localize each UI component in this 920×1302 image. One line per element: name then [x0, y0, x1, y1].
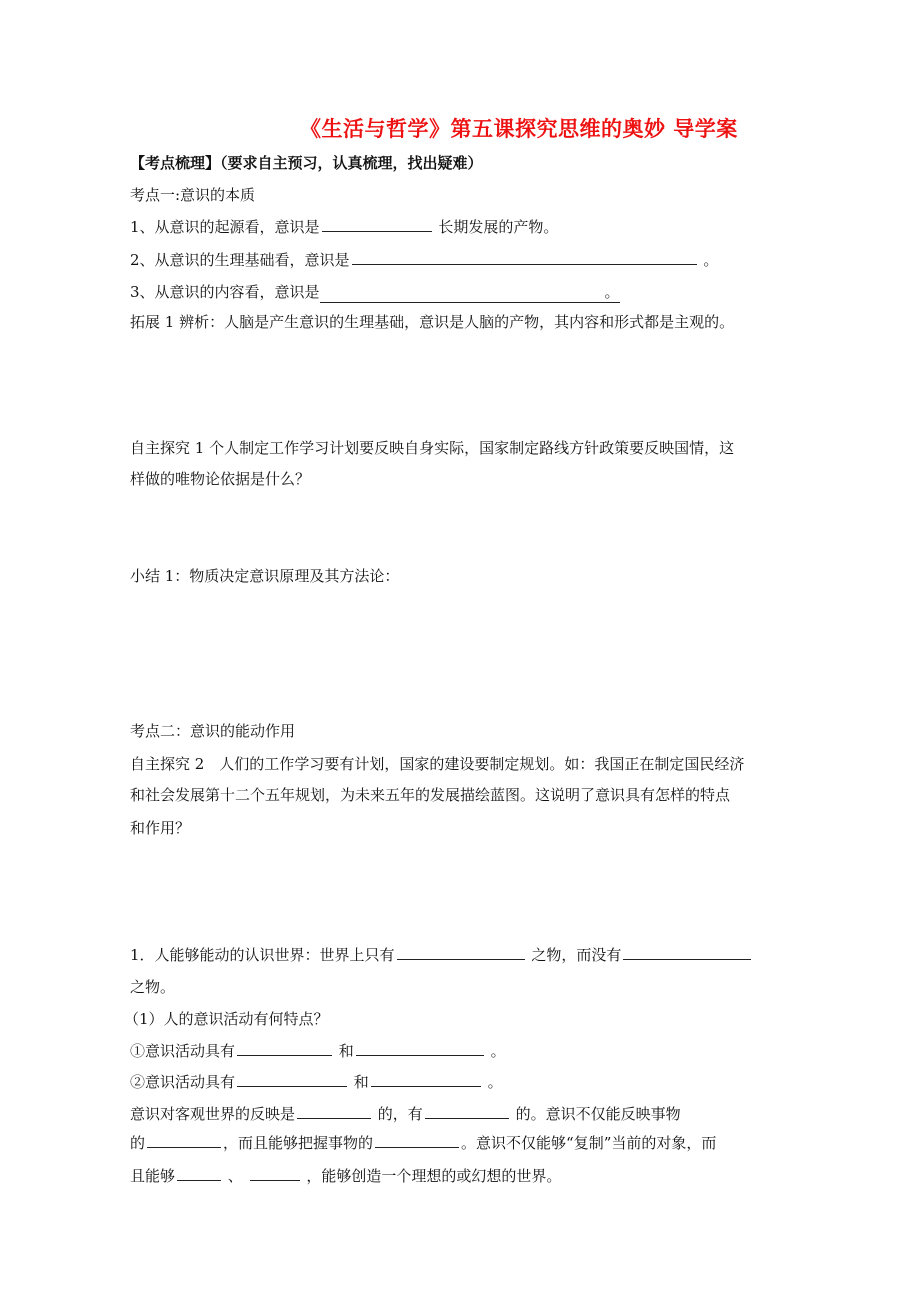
- kp2-heading: 考点二：意识的能动作用: [130, 722, 296, 740]
- section-note: （要求自主预习，认真梳理，找出疑难）: [220, 154, 483, 172]
- q1-text: 1、从意识的起源看，意识是: [130, 218, 320, 236]
- extension-1: 拓展 1 辨析：人脑是产生意识的生理基础，意识是人脑的产物，其内容和形式都是主观的。: [130, 313, 735, 331]
- section-header: [130, 153, 483, 173]
- reflect-line2: [130, 1133, 716, 1153]
- blank[interactable]: [322, 217, 432, 232]
- blank[interactable]: [375, 1133, 459, 1148]
- char-1: [130, 1041, 506, 1061]
- explore-2-line2: 和社会发展第十二个五年规划，为未来五年的发展描绘蓝图。这说明了意识具有怎样的特点: [130, 786, 731, 804]
- blank[interactable]: [397, 945, 525, 960]
- question-1: [130, 217, 558, 237]
- explore-2-line1: 自主探究 2 人们的工作学习要有计划，国家的建设要制定规划。如：我国正在制定国民经济: [130, 755, 745, 773]
- r1-mid: 的，有: [377, 1105, 423, 1123]
- c1-text: ①意识活动具有: [130, 1042, 236, 1060]
- reflect-line3: [130, 1166, 561, 1186]
- q3-text: 3、从意识的内容看，意识是: [130, 283, 320, 301]
- section-label: 【考点梳理】: [130, 154, 221, 172]
- blank[interactable]: [371, 1072, 481, 1087]
- point-1: [130, 945, 753, 965]
- p1-text: 1．人能够能动的认识世界：世界上只有: [130, 946, 395, 964]
- page-title: 《生活与哲学》第五课探究思维的奥妙 导学案: [300, 116, 738, 141]
- q3-text-end: 。: [604, 283, 620, 301]
- r3-text: 且能够: [130, 1167, 176, 1185]
- c2-end: 。: [487, 1073, 503, 1091]
- r1-text: 意识对客观世界的反映是: [130, 1105, 296, 1123]
- blank[interactable]: [352, 250, 697, 265]
- blank[interactable]: [177, 1166, 221, 1181]
- r3-end: ，能够创造一个理想的或幻想的世界。: [306, 1167, 562, 1185]
- char-2: [130, 1072, 503, 1092]
- blank[interactable]: [147, 1133, 221, 1148]
- r3-sep: 、: [227, 1167, 243, 1185]
- c2-text: ②意识活动具有: [130, 1073, 236, 1091]
- blank[interactable]: [356, 1041, 484, 1056]
- r2-text: 的: [130, 1134, 146, 1152]
- explore-1-line1: 自主探究 1 个人制定工作学习计划要反映自身实际，国家制定路线方针政策要反映国情，这: [130, 439, 735, 457]
- kp1-heading: 考点一:意识的本质: [130, 186, 256, 204]
- sub-question-1: （1）人的意识活动有何特点？: [124, 1010, 329, 1028]
- blank[interactable]: [237, 1072, 347, 1087]
- blank[interactable]: [320, 282, 620, 303]
- r1-end: 的。意识不仅能反映事物: [515, 1105, 681, 1123]
- blank[interactable]: [623, 945, 751, 960]
- reflect-line1: [130, 1104, 681, 1124]
- c2-and: 和: [353, 1073, 369, 1091]
- p1-text-mid: 之物，而没有: [531, 946, 622, 964]
- q2-text-end: 。: [703, 251, 719, 269]
- c1-end: 。: [490, 1042, 506, 1060]
- blank[interactable]: [250, 1166, 300, 1181]
- q2-text: 2、从意识的生理基础看，意识是: [130, 251, 350, 269]
- question-3: [130, 282, 620, 303]
- blank[interactable]: [425, 1104, 509, 1119]
- explore-1-line2: 样做的唯物论依据是什么？: [130, 470, 311, 488]
- blank[interactable]: [297, 1104, 371, 1119]
- r2-end: 。意识不仅能够“复制”当前的对象，而: [461, 1134, 717, 1152]
- explore-2-line3: 和作用？: [130, 819, 191, 837]
- c1-and: 和: [338, 1042, 354, 1060]
- question-2: [130, 250, 718, 270]
- blank[interactable]: [237, 1041, 332, 1056]
- q1-text-end: 长期发展的产物。: [438, 218, 559, 236]
- point-1-cont: 之物。: [130, 978, 176, 996]
- r2-mid: ，而且能够把握事物的: [223, 1134, 374, 1152]
- summary-1: 小结 1：物质决定意识原理及其方法论：: [130, 567, 400, 585]
